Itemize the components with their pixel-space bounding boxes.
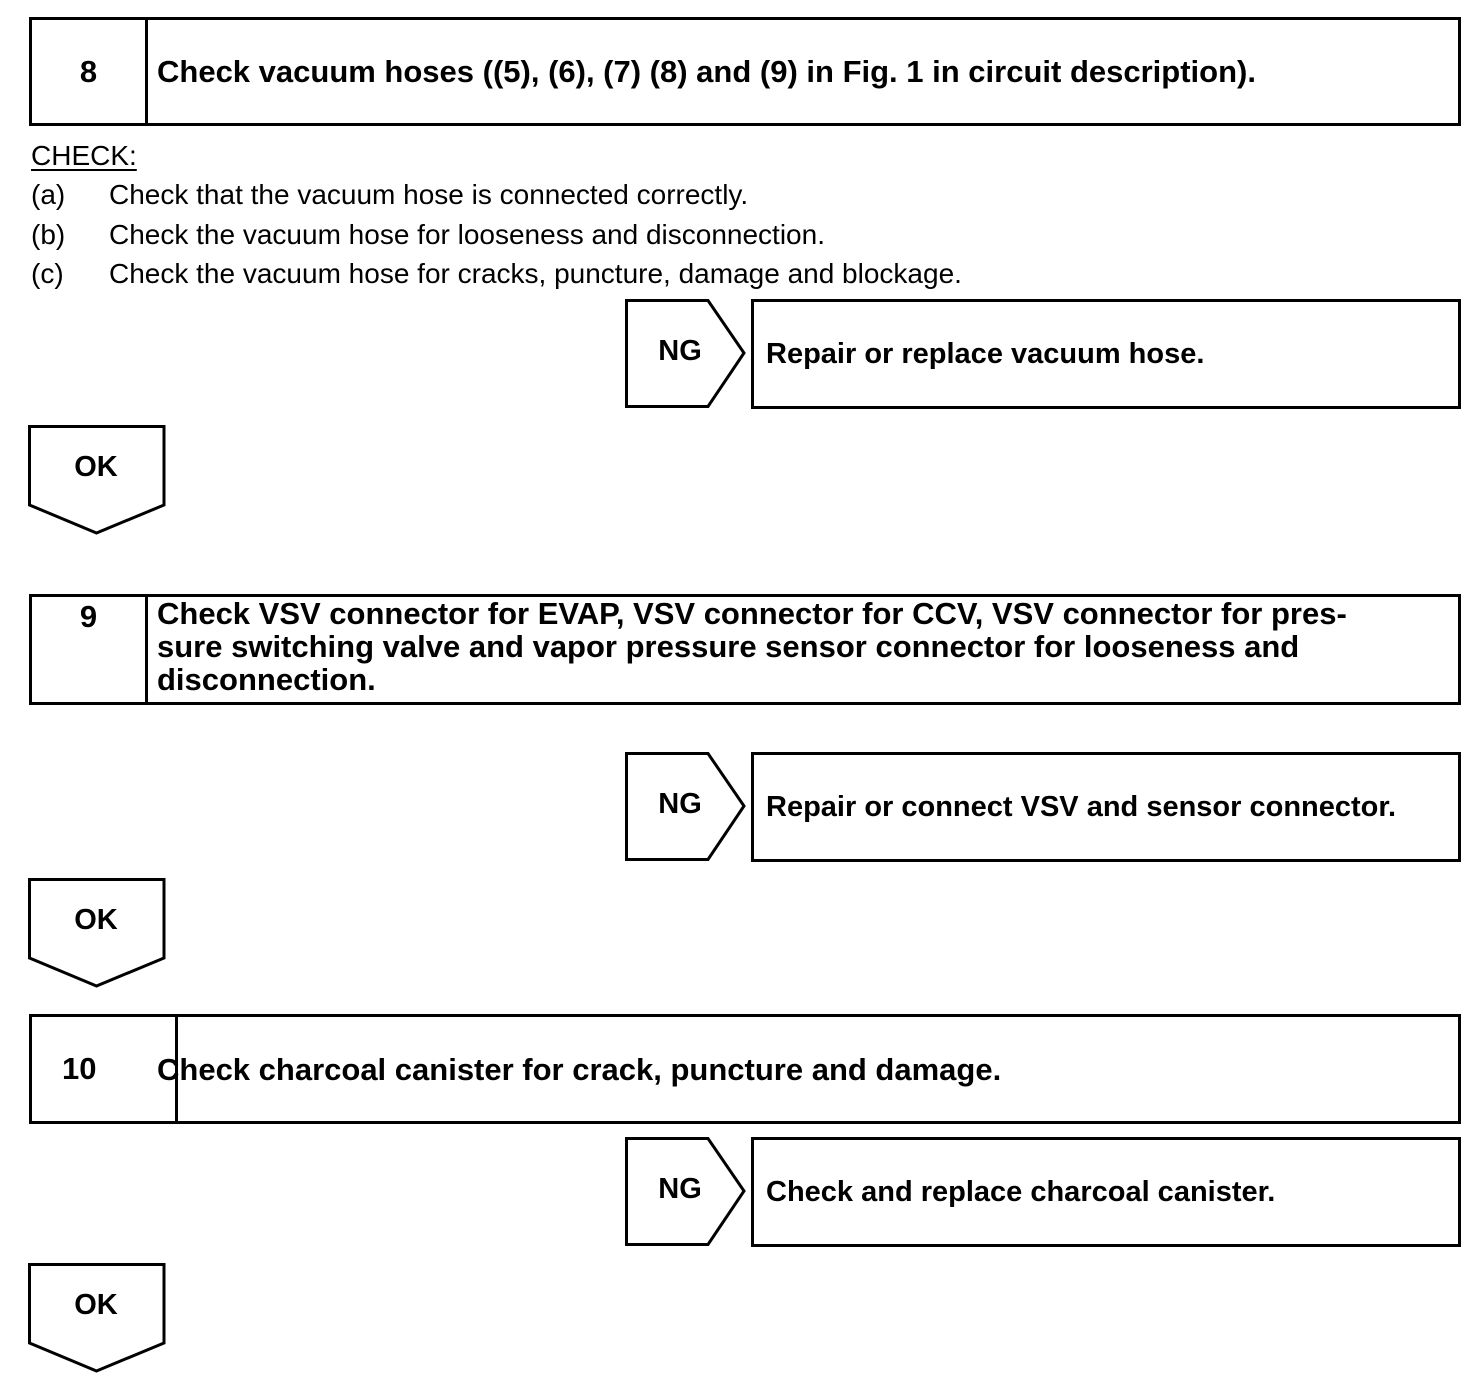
check-item-text: Check the vacuum hose for cracks, puncture, damage and blockage. — [109, 258, 962, 289]
step-title-line: Check VSV connector for EVAP, VSV connector for CCV, VSV connector for pres- — [157, 596, 1347, 631]
ng-arrow — [625, 752, 747, 862]
step-title: Check charcoal canister for crack, puncture and damage. — [157, 1051, 1002, 1087]
check-item-label: (b) — [31, 219, 66, 250]
step-title-line: disconnection. — [157, 662, 376, 697]
ng-action-box: Check and replace charcoal canister. — [751, 1137, 1461, 1247]
ng-label: NG — [658, 788, 702, 820]
ok-label: OK — [74, 1289, 118, 1321]
check-item-a — [31, 180, 1231, 210]
ok-arrow — [28, 425, 166, 537]
check-item-text: Check that the vacuum hose is connected correctly. — [109, 179, 749, 210]
ng-label: NG — [658, 335, 702, 367]
ng-arrow — [625, 299, 747, 409]
check-heading: CHECK: — [31, 140, 137, 171]
ng-action-box: Repair or replace vacuum hose. — [751, 299, 1461, 409]
ng-label: NG — [658, 1173, 702, 1205]
step-9-header — [29, 594, 1461, 705]
step-number: 8 — [32, 20, 148, 123]
step-8-header — [29, 17, 1461, 126]
ng-action-box: Repair or connect VSV and sensor connector. — [751, 752, 1461, 862]
ok-arrow — [28, 1263, 166, 1375]
check-item-c — [31, 259, 1231, 289]
ng-arrow — [625, 1137, 747, 1247]
ok-arrow — [28, 878, 166, 990]
ok-label: OK — [74, 904, 118, 936]
step-title: Check vacuum hoses ((5), (6), (7) (8) and (9) in Fig. 1 in circuit description). — [157, 54, 1256, 89]
step-10-header — [29, 1014, 1461, 1124]
ok-label: OK — [74, 451, 118, 483]
check-item-b — [31, 220, 1231, 250]
step-number: 9 — [32, 597, 148, 702]
step-number: 10 — [32, 1017, 178, 1121]
check-item-label: (c) — [31, 258, 64, 289]
check-item-text: Check the vacuum hose for looseness and disconnection. — [109, 219, 825, 250]
step-title — [157, 597, 1446, 702]
check-item-label: (a) — [31, 179, 66, 210]
step-title-line: sure switching valve and vapor pressure sensor connector for looseness and — [157, 629, 1300, 664]
